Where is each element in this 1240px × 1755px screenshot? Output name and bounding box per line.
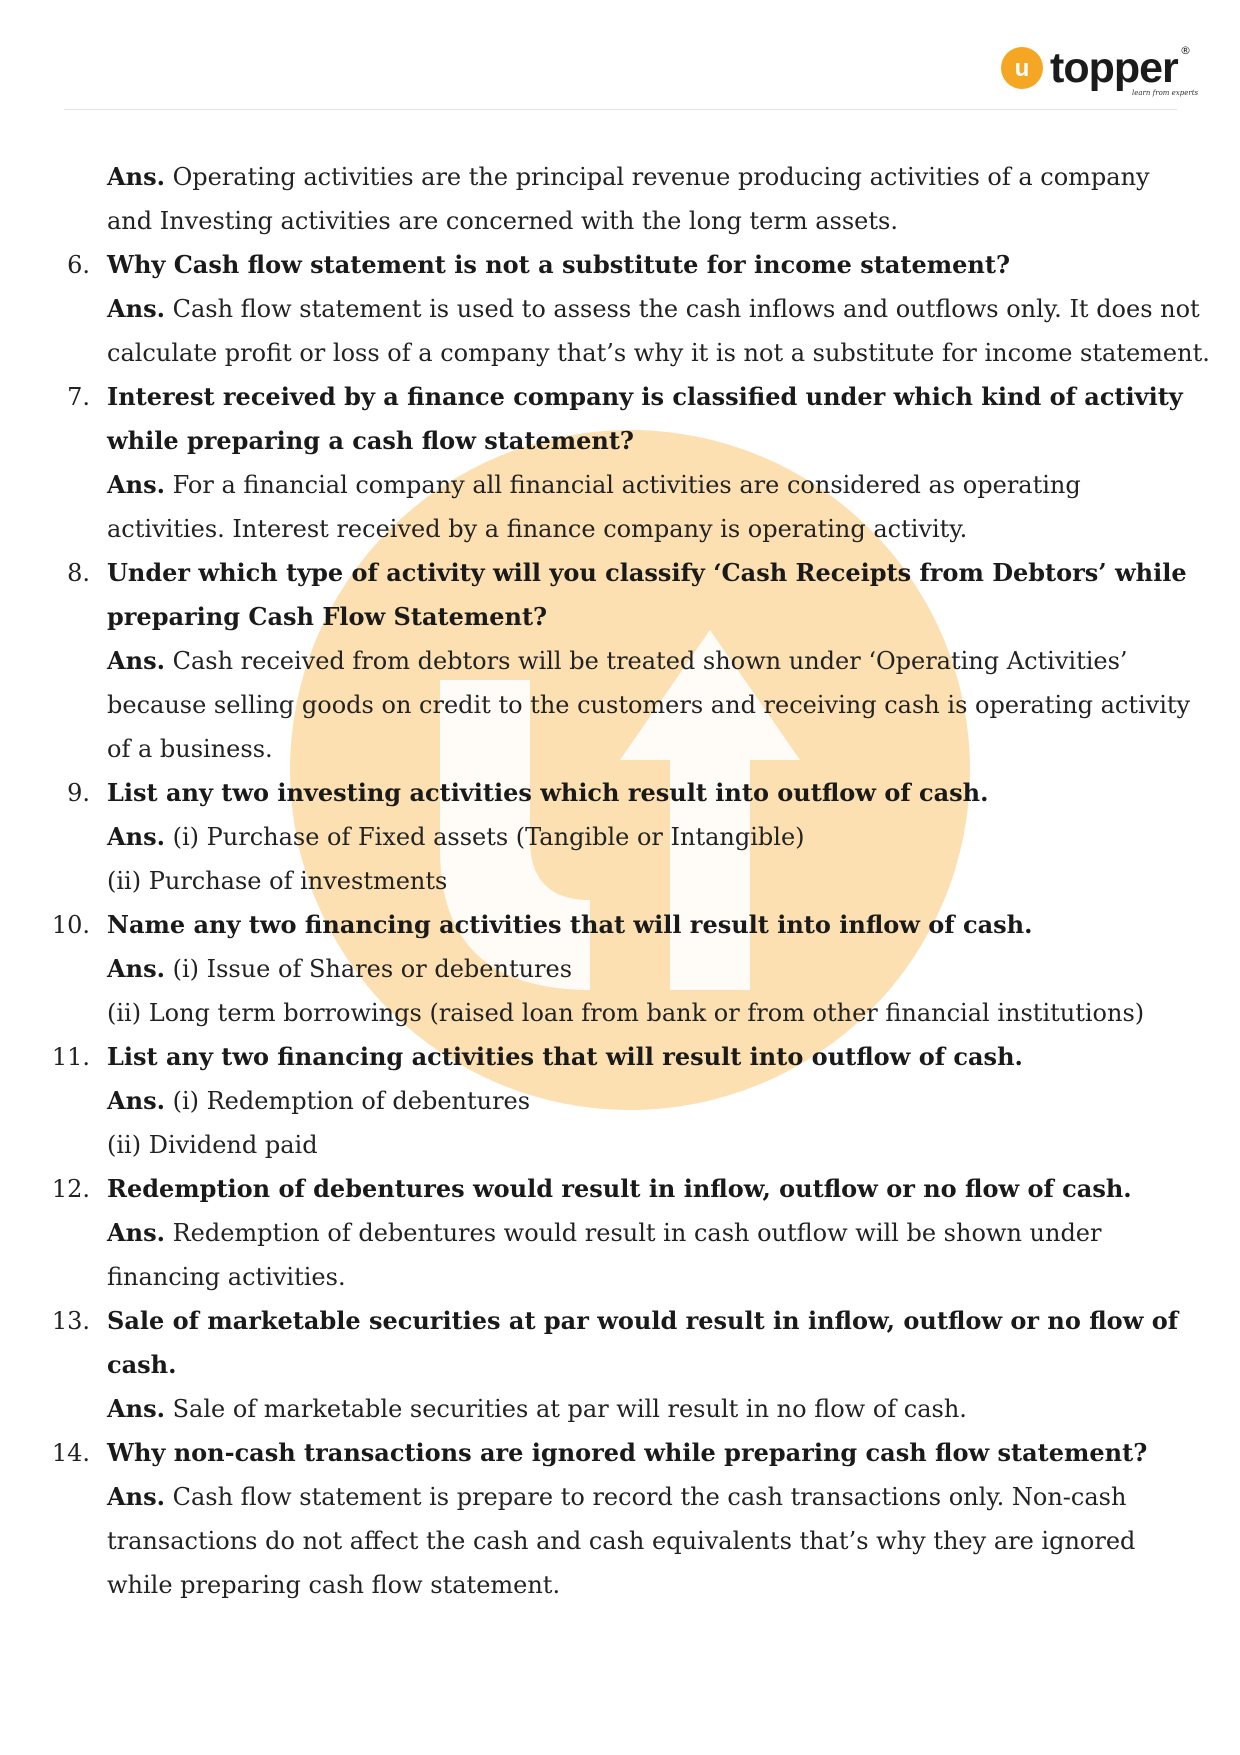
registered-mark: ® bbox=[1180, 44, 1191, 57]
question-text: Sale of marketable securities at par would result in inflow, outflow or no flow of bbox=[107, 1306, 1179, 1335]
answer-line: Ans. Cash received from debtors will be treated shown under ‘Operating Activities’ bbox=[107, 646, 1128, 675]
answer-line: (ii) Dividend paid bbox=[107, 1131, 318, 1159]
answer-line: financing activities. bbox=[107, 1263, 346, 1291]
answer-line: Ans. Cash flow statement is prepare to record the cash transactions only. Non-cash bbox=[107, 1482, 1127, 1511]
brand-name: topper bbox=[1050, 44, 1178, 92]
answer-line: Ans. (i) Purchase of Fixed assets (Tangible or Intangible) bbox=[107, 822, 805, 851]
header-divider bbox=[64, 109, 1177, 110]
question-text: Why Cash flow statement is not a substitute for income statement? bbox=[107, 250, 1010, 279]
answer-line: Ans. Operating activities are the principal revenue producing activities of a company bbox=[107, 162, 1150, 191]
answer-line: of a business. bbox=[107, 735, 273, 763]
answer-line: Ans. Sale of marketable securities at par will result in no flow of cash. bbox=[107, 1394, 967, 1423]
question-text: Redemption of debentures would result in inflow, outflow or no flow of cash. bbox=[107, 1174, 1132, 1203]
question-text: preparing Cash Flow Statement? bbox=[107, 602, 548, 631]
answer-line: because selling goods on credit to the customers and receiving cash is operating activity bbox=[107, 691, 1191, 719]
question-number: 9. bbox=[67, 779, 90, 807]
answer-line: while preparing cash flow statement. bbox=[107, 1571, 561, 1599]
u-logo-icon bbox=[1000, 46, 1044, 90]
question-text: List any two financing activities that will result into outflow of cash. bbox=[107, 1042, 1023, 1071]
answer-line: activities. Interest received by a finance company is operating activity. bbox=[107, 515, 968, 543]
question-number: 8. bbox=[67, 559, 90, 587]
question-number: 11. bbox=[51, 1043, 90, 1071]
answer-line: Ans. (i) Redemption of debentures bbox=[107, 1086, 531, 1115]
answer-line: (ii) Purchase of investments bbox=[107, 867, 448, 895]
answer-line: Ans. (i) Issue of Shares or debentures bbox=[107, 954, 573, 983]
question-text: while preparing a cash flow statement? bbox=[107, 426, 634, 455]
question-number: 7. bbox=[67, 383, 90, 411]
question-text: List any two investing activities which result into outflow of cash. bbox=[107, 778, 989, 807]
question-text: Name any two financing activities that will result into inflow of cash. bbox=[107, 910, 1033, 939]
svg-text:u: u bbox=[1014, 55, 1030, 82]
answer-line: Ans. Cash flow statement is used to assess the cash inflows and outflows only. It does not bbox=[107, 294, 1200, 323]
question-text: cash. bbox=[107, 1350, 177, 1379]
answer-line: (ii) Long term borrowings (raised loan from bank or from other financial institutions) bbox=[107, 999, 1145, 1027]
brand-logo bbox=[1000, 42, 1200, 102]
question-text: Why non-cash transactions are ignored while preparing cash flow statement? bbox=[107, 1438, 1148, 1467]
question-number: 14. bbox=[51, 1439, 90, 1467]
question-number: 6. bbox=[67, 251, 90, 279]
question-text: Under which type of activity will you classify ‘Cash Receipts from Debtors’ while bbox=[107, 558, 1187, 587]
question-text: Interest received by a finance company is classified under which kind of activity bbox=[107, 382, 1183, 411]
answer-line: calculate profit or loss of a company that’s why it is not a substitute for income statement. bbox=[107, 339, 1210, 367]
answer-line: Ans. Redemption of debentures would result in cash outflow will be shown under bbox=[107, 1218, 1102, 1247]
question-number: 10. bbox=[51, 911, 90, 939]
question-number: 13. bbox=[51, 1307, 90, 1335]
answer-line: Ans. For a financial company all financial activities are considered as operating bbox=[107, 470, 1081, 499]
answer-line: and Investing activities are concerned with the long term assets. bbox=[107, 207, 898, 235]
question-number: 12. bbox=[51, 1175, 90, 1203]
brand-tagline: learn from experts bbox=[1132, 89, 1199, 97]
answer-line: transactions do not affect the cash and cash equivalents that’s why they are ignored bbox=[107, 1527, 1136, 1555]
